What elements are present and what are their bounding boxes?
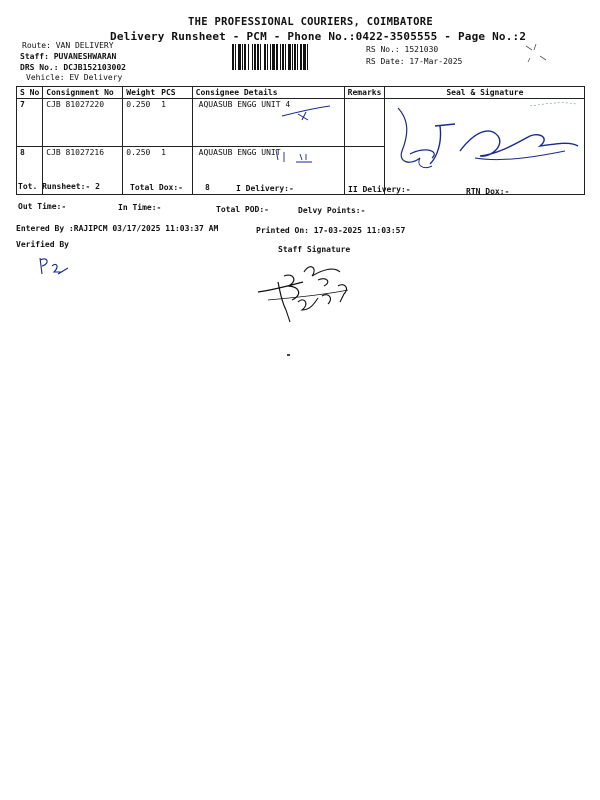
dot-mark	[287, 354, 290, 356]
row-consignment: CJB 81027216	[43, 147, 123, 195]
company-title: THE PROFESSIONAL COURIERS, COIMBATORE	[188, 16, 433, 28]
ii-delivery: II Delivery:-	[348, 185, 411, 194]
consignee-mark	[278, 104, 338, 122]
row-consignment: CJB 81027220	[43, 99, 123, 147]
consignee-signature	[380, 96, 590, 186]
i-delivery: I Delivery:-	[236, 184, 294, 193]
col-weight: Weight	[123, 87, 158, 99]
runsheet-subtitle: Delivery Runsheet - PCM - Phone No.:0422-3505555 - Page No.:2	[110, 30, 527, 43]
out-time: Out Time:-	[18, 202, 67, 211]
col-consignee: Consignee Details	[192, 87, 344, 99]
in-time: In Time:-	[118, 203, 162, 212]
delvy-points: Delvy Points:-	[298, 206, 366, 215]
barcode	[232, 44, 352, 70]
staff-signature-label: Staff Signature	[278, 245, 351, 254]
verifier-initials	[34, 252, 84, 282]
row-remarks	[344, 99, 385, 147]
row-pcs: 1	[158, 147, 192, 195]
entered-by: Entered By :RAJIPCM 03/17/2025 11:03:37 AM	[16, 224, 219, 233]
col-consignment: Consignment No	[43, 87, 123, 99]
col-remarks: Remarks	[344, 87, 385, 99]
drs-number: DRS No.: DCJB152103002	[20, 63, 126, 72]
row-sno: 7	[17, 99, 43, 147]
rs-number: RS No.: 1521030	[366, 45, 439, 54]
route-label: Route: VAN DELIVERY	[22, 41, 114, 50]
vehicle-label: Vehicle: EV Delivery	[26, 73, 123, 82]
tot-runsheet: Tot. Runsheet:- 2	[18, 182, 100, 191]
col-seal: Seal & Signature	[385, 87, 585, 99]
corner-mark	[522, 40, 552, 66]
staff-label: Staff: PUVANESHWARAN	[20, 52, 117, 61]
col-pcs: PCS	[158, 87, 192, 99]
row-sno: 8	[17, 147, 43, 195]
row-pcs: 1	[158, 99, 192, 147]
printed-on: Printed On: 17-03-2025 11:03:57	[256, 226, 406, 235]
total-dox-value: 8	[205, 183, 210, 192]
rtn-dox: RTN Dox:-	[466, 187, 510, 196]
consignee-mark	[270, 146, 330, 166]
verified-by-label: Verified By	[16, 240, 69, 249]
row-weight: 0.250	[123, 147, 158, 195]
row-consignee: AQUASUB ENGG UNIT	[192, 147, 344, 195]
staff-signature	[248, 252, 368, 327]
row-consignee: AQUASUB ENGG UNIT 4	[192, 99, 344, 147]
col-sno: S No	[17, 87, 43, 99]
total-dox-label: Total Dox:-	[130, 183, 183, 192]
total-pod: Total POD:-	[216, 205, 269, 214]
row-weight: 0.250	[123, 99, 158, 147]
rs-date: RS Date: 17-Mar-2025	[366, 57, 463, 66]
